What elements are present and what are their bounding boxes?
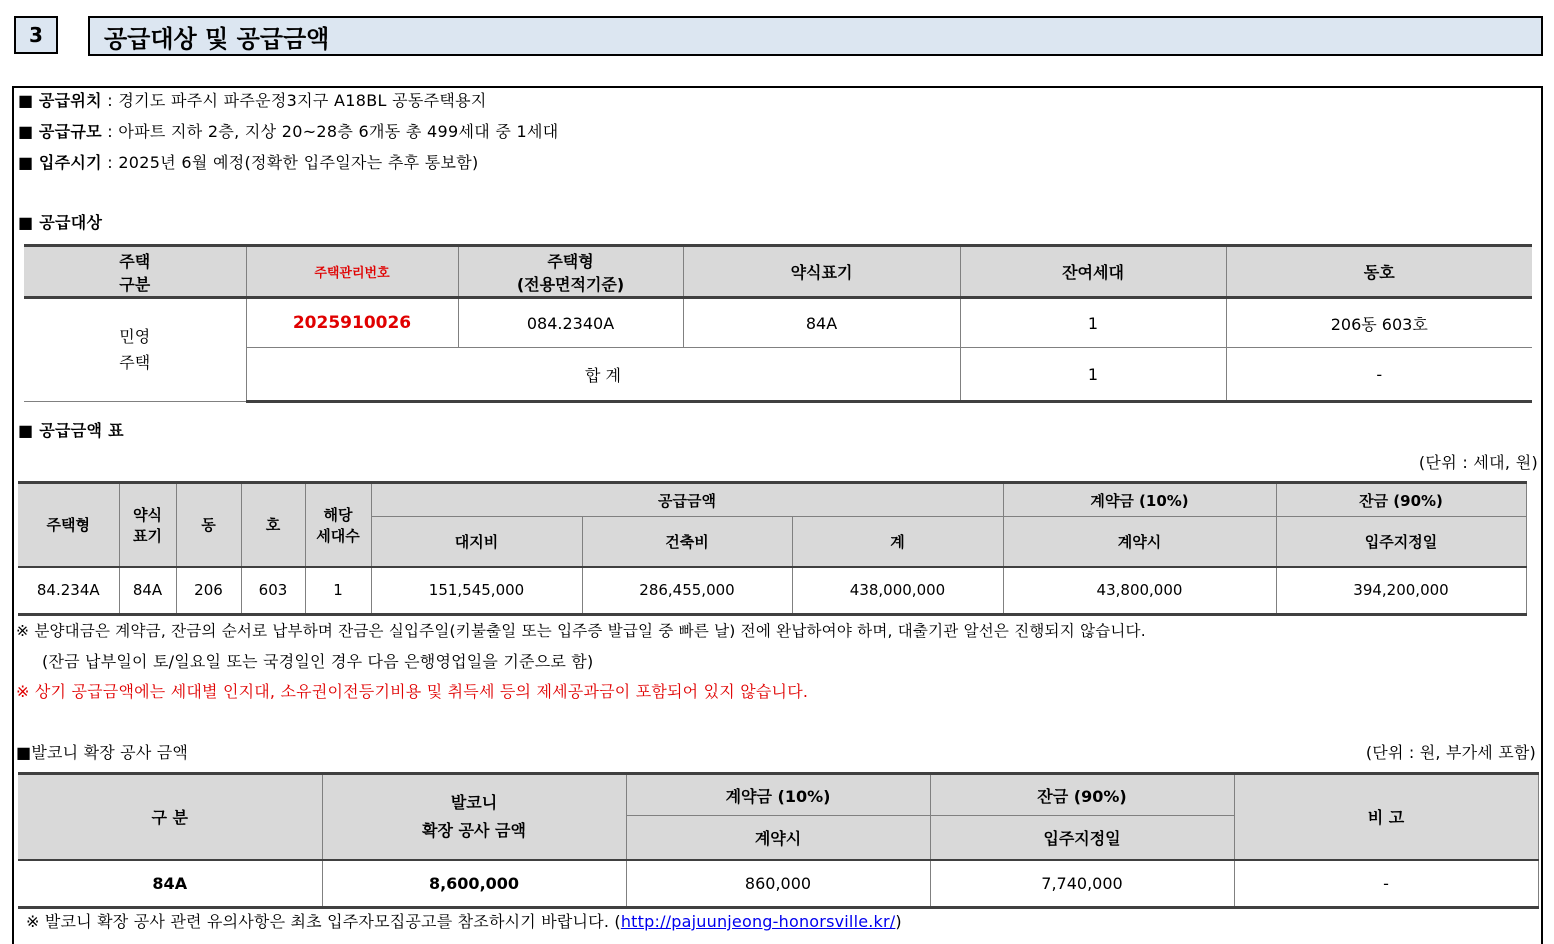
balcony-footnote: ※ 발코니 확장 공사 관련 유의사항은 최초 입주자모집공고를 참조하시기 바랍니다. (http://pajuunjeong-honorsville.kr/) [26, 912, 902, 931]
row-remark: - [1234, 860, 1538, 908]
col-ho: 호 [241, 483, 305, 567]
col-count: 해당 세대수 [305, 483, 371, 567]
row-ho: 603 [241, 567, 305, 615]
supply-target-table [24, 244, 1532, 403]
col-unit: 동호 [1226, 246, 1532, 298]
col-category: 구 분 [18, 774, 322, 860]
col-land: 대지비 [371, 517, 582, 567]
col-balance: 잔금 (90%) [930, 774, 1234, 816]
price-table [18, 481, 1527, 616]
col-house-type: 주택형 (전용면적기준) [458, 246, 683, 298]
price-table-heading: ■ 공급금액 표 [18, 421, 124, 440]
col-remark: 비 고 [1234, 774, 1538, 860]
section-number: 3 [14, 16, 58, 54]
info-location: ■ 공급위치 : 경기도 파주시 파주운정3지구 A18BL 공동주택용지 [18, 91, 487, 110]
row-balance: 7,740,000 [930, 860, 1234, 908]
note-taxes: ※ 상기 공급금액에는 세대별 인지대, 소유권이전등기비용 및 취득세 등의 제세공과금이 포함되어 있지 않습니다. [16, 682, 809, 701]
total-unit: - [1226, 348, 1532, 402]
col-type: 주택형 [18, 483, 119, 567]
section-title: 공급대상 및 공급금액 [88, 16, 1543, 56]
row-deposit: 43,800,000 [1003, 567, 1276, 615]
col-mgmt-no: 주택관리번호 [246, 246, 458, 298]
col-amount: 발코니 확장 공사 금액 [322, 774, 626, 860]
total-row [24, 348, 1532, 402]
balcony-unit-note: (단위 : 원, 부가세 포함) [1365, 743, 1536, 762]
mgmt-no-cell: 2025910026 [246, 298, 458, 348]
row-deposit: 860,000 [626, 860, 930, 908]
table-row [18, 860, 1538, 908]
total-remaining: 1 [960, 348, 1226, 402]
col-balance: 잔금 (90%) [1276, 483, 1526, 517]
row-sum: 438,000,000 [792, 567, 1003, 615]
info-scale: ■ 공급규모 : 아파트 지하 2층, 지상 20~28층 6개동 총 499세대 중 1세대 [18, 122, 559, 141]
table-row [24, 298, 1532, 348]
type-cell: 084.2340A [458, 298, 683, 348]
col-short: 약식 표기 [119, 483, 176, 567]
row-count: 1 [305, 567, 371, 615]
row-short: 84A [119, 567, 176, 615]
balcony-table [18, 772, 1539, 909]
col-balance-time: 입주지정일 [930, 816, 1234, 860]
balcony-heading: ■발코니 확장 공사 금액 [16, 743, 189, 762]
row-category: 84A [18, 860, 322, 908]
col-balance-time: 입주지정일 [1276, 517, 1526, 567]
col-deposit: 계약금 (10%) [1003, 483, 1276, 517]
col-category: 주택 구분 [24, 246, 246, 298]
row-build: 286,455,000 [582, 567, 792, 615]
row-land: 151,545,000 [371, 567, 582, 615]
info-move-in: ■ 입주시기 : 2025년 6월 예정(정확한 입주일자는 추후 통보함) [18, 153, 479, 172]
col-supply-price: 공급금액 [371, 483, 1003, 517]
col-build: 건축비 [582, 517, 792, 567]
row-amount: 8,600,000 [322, 860, 626, 908]
short-cell: 84A [683, 298, 960, 348]
col-sum: 계 [792, 517, 1003, 567]
row-type: 84.234A [18, 567, 119, 615]
total-label: 합 계 [246, 348, 960, 402]
col-deposit-time: 계약시 [626, 816, 930, 860]
homepage-link[interactable]: http://pajuunjeong-honorsville.kr/ [620, 912, 896, 931]
col-short: 약식표기 [683, 246, 960, 298]
note-payment: ※ 분양대금은 계약금, 잔금의 순서로 납부하며 잔금은 실입주일(키불출일 또는 입주증 발급일 중 빠른 날) 전에 완납하여야 하며, 대출기관 알선은 진행되지 않습니다. [16, 622, 1146, 640]
category-cell: 민영 주택 [24, 298, 246, 402]
unit-cell: 206동 603호 [1226, 298, 1532, 348]
price-unit-note: (단위 : 세대, 원) [1418, 453, 1538, 472]
row-dong: 206 [176, 567, 241, 615]
col-dong: 동 [176, 483, 241, 567]
note-holiday: (잔금 납부일이 토/일요일 또는 국경일인 경우 다음 은행영업일을 기준으로 함) [42, 652, 594, 671]
col-remaining: 잔여세대 [960, 246, 1226, 298]
col-deposit: 계약금 (10%) [626, 774, 930, 816]
col-deposit-time: 계약시 [1003, 517, 1276, 567]
row-balance: 394,200,000 [1276, 567, 1526, 615]
supply-target-heading: ■ 공급대상 [18, 213, 103, 232]
remaining-cell: 1 [960, 298, 1226, 348]
table-row [18, 567, 1526, 615]
